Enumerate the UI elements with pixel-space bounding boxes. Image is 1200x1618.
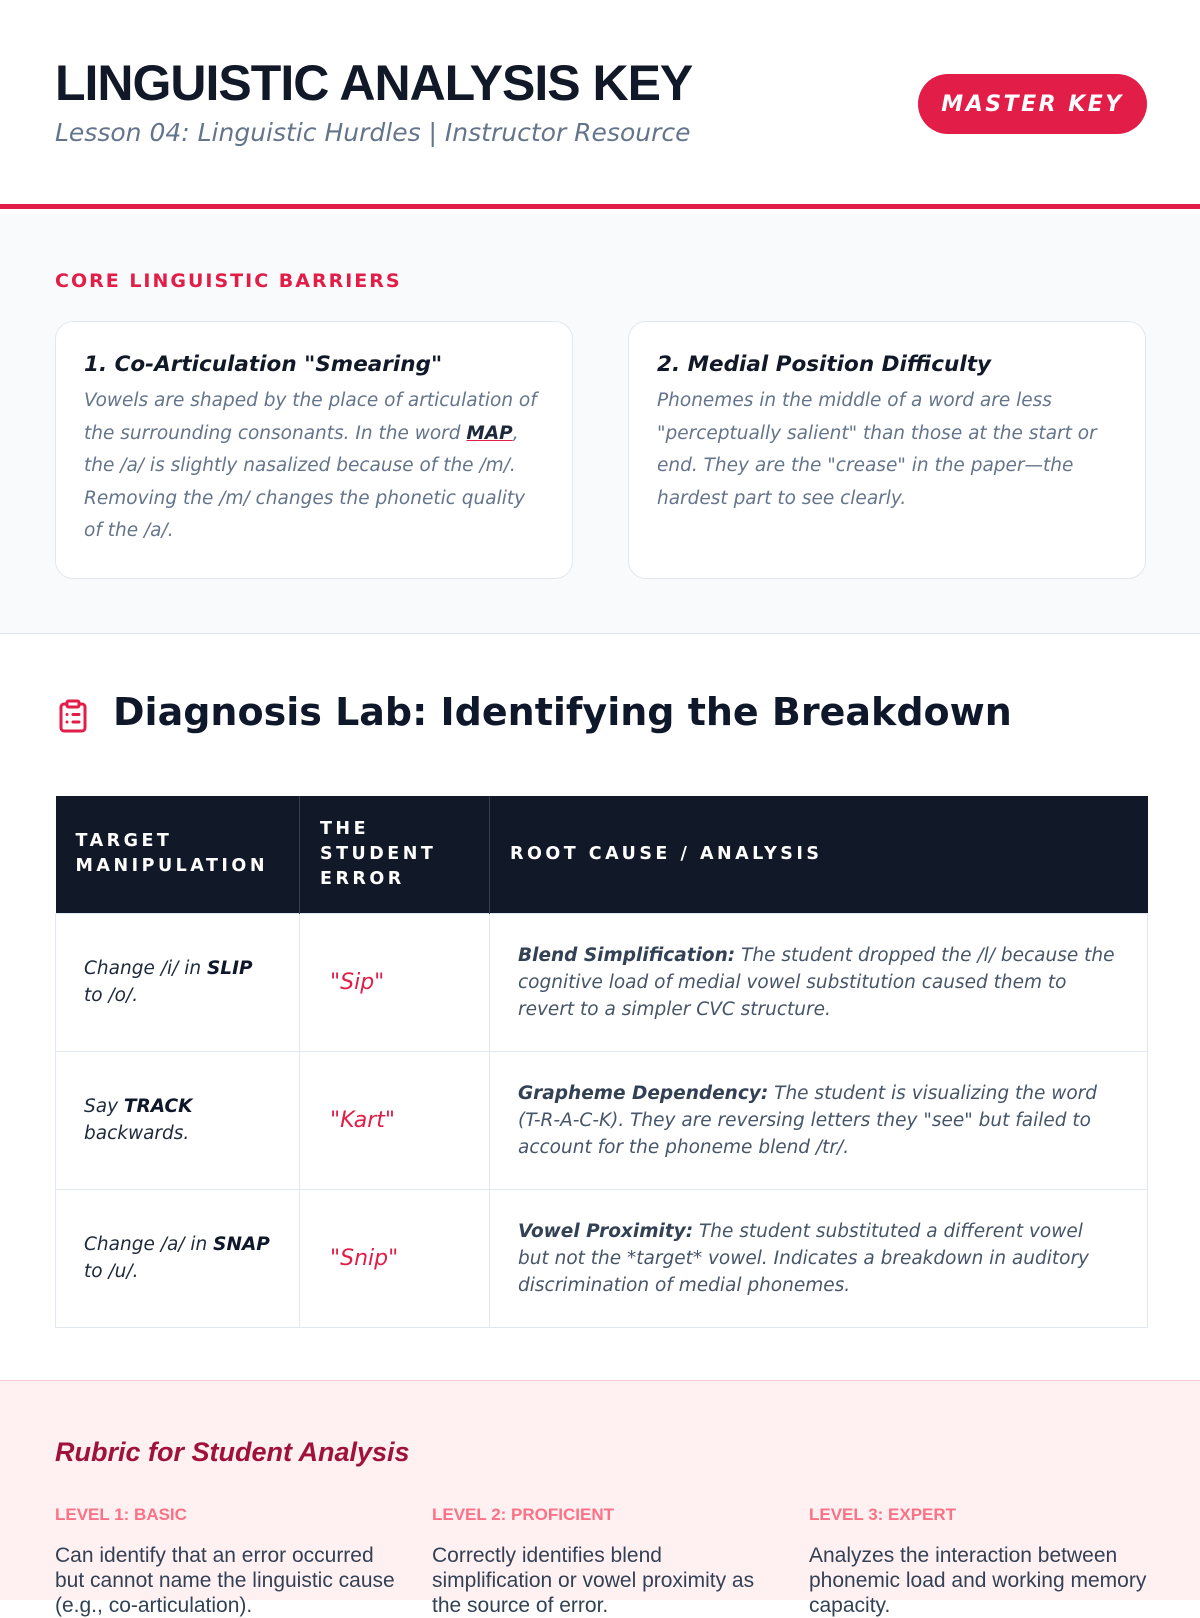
column-header: THE STUDENT ERROR [300,796,490,913]
target-text: Change /i/ in [84,958,207,979]
cause-label: Grapheme Dependency: [518,1082,769,1104]
rubric-title: Rubric for Student Analysis [55,1437,410,1467]
card-body-text: Vowels are shaped by the place of articulation of the surrounding consonants. In the word [84,390,537,444]
rubric-level-basic [55,1505,395,1618]
level-description: Correctly identifies blend simplification or vowel proximity as the source of error. [432,1544,755,1617]
root-cause-cell [490,913,1148,1051]
target-text: backwards. [84,1123,190,1144]
level-label: LEVEL 2: PROFICIENT [432,1505,614,1524]
table-row [56,1051,1148,1189]
cause-text: The student dropped the /l/ because the cognitive load of medial vowel substitution caused them to revert to a simpler CVC structure. [518,944,1115,1020]
target-word: SLIP [206,958,253,979]
barrier-card-coarticulation [55,321,573,579]
error-cell: "Snip" [300,1189,490,1327]
card-body-text: , the /a/ is slightly nasalized because of the /m/. Removing the /m/ changes the phonetic quality of the /a/. [84,422,526,541]
document-subtitle: Lesson 04: Linguistic Hurdles | Instructor Resource [55,118,691,147]
root-cause-cell [490,1051,1148,1189]
highlighted-word: MAP [466,422,513,444]
error-cell: "Kart" [300,1051,490,1189]
level-description: Can identify that an error occurred but cannot name the linguistic cause (e.g., co-articulation). [55,1544,395,1617]
target-cell [56,1189,300,1327]
target-cell [56,1051,300,1189]
card-title: 1. Co-Articulation "Smearing" [84,352,443,377]
table-row [56,1189,1148,1327]
level-label: LEVEL 1: BASIC [55,1505,187,1524]
target-text: Change /a/ in [84,1234,214,1255]
level-description: Analyzes the interaction between phonemic load and working memory capacity. [809,1544,1147,1617]
card-body [84,385,544,548]
card-body: Phonemes in the middle of a word are less "perceptually salient" than those at the start or end. They are the "crease" in the paper—the hardest part to see clearly. [657,390,1097,509]
root-cause-cell [490,1189,1148,1327]
diagnosis-lab-title: Diagnosis Lab: Identifying the Breakdown [113,690,1012,734]
cause-label: Vowel Proximity: [518,1220,694,1242]
document-title: LINGUISTIC ANALYSIS KEY [55,55,693,111]
target-cell [56,913,300,1051]
barrier-card-medial-position [628,321,1146,579]
column-header: ROOT CAUSE / ANALYSIS [490,796,1148,913]
target-word: SNAP [213,1234,270,1255]
target-text: to /u/. [84,1261,139,1282]
table-header-row [56,796,1148,913]
core-barriers-section [0,214,1200,634]
cause-text: The student substituted a different vowel but not the *target* vowel. Indicates a breakdown in auditory discrimination of medial phonemes. [518,1220,1089,1296]
error-cell: "Sip" [300,913,490,1051]
rubric-level-proficient [432,1505,772,1618]
cause-label: Blend Simplification: [518,944,736,966]
section-label: CORE LINGUISTIC BARRIERS [55,270,402,292]
cause-text: The student is visualizing the word (T-R-A-C-K). They are reversing letters they "see" but failed to account for the phoneme blend /tr/. [518,1082,1098,1158]
target-text: to /o/. [84,985,139,1006]
master-key-badge: MASTER KEY [918,74,1147,134]
card-title: 2. Medial Position Difficulty [657,352,992,377]
column-header: TARGET MANIPULATION [56,796,300,913]
level-label: LEVEL 3: EXPERT [809,1505,957,1524]
target-word: TRACK [123,1096,193,1117]
target-text: Say [84,1096,124,1117]
diagnosis-table [55,796,1148,1328]
document-header [0,0,1200,209]
table-row [56,913,1148,1051]
rubric-section [0,1380,1200,1617]
clipboard-list-icon [55,697,91,735]
rubric-level-expert [809,1505,1149,1618]
